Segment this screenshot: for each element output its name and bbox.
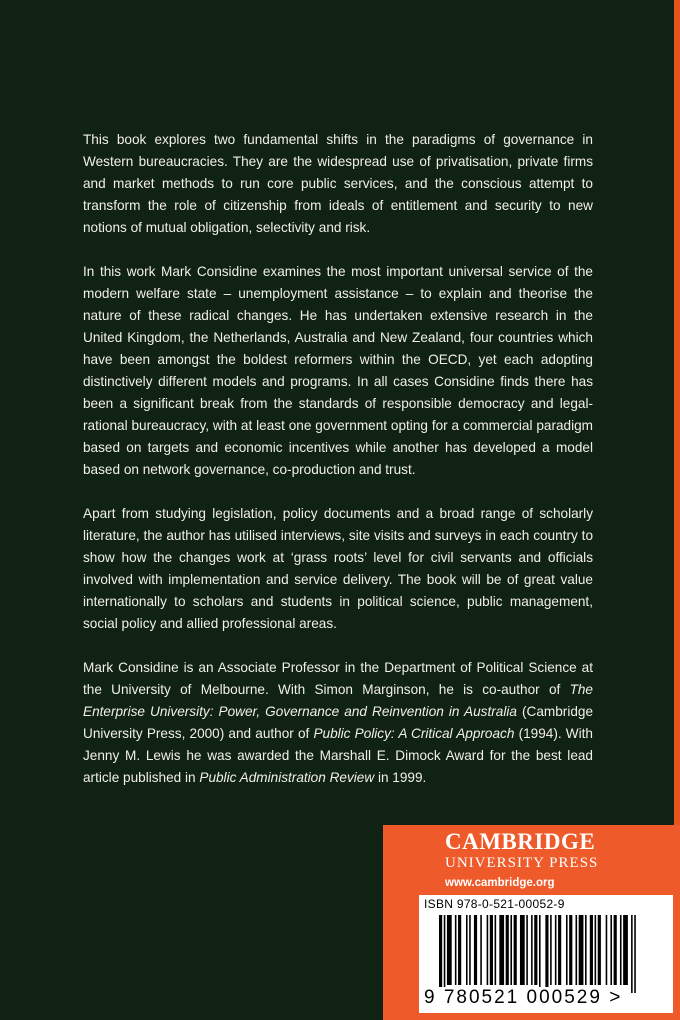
- isbn-label: ISBN 978-0-521-00052-9: [424, 897, 565, 911]
- bio-book2-title: Public Policy: A Critical Approach: [313, 726, 515, 741]
- barcode-digits: 9 780521 000529 >: [424, 987, 623, 1008]
- barcode-bar: [631, 915, 633, 993]
- barcode-bar: [447, 915, 452, 985]
- barcode-bar: [506, 915, 509, 985]
- barcode-bar: [606, 915, 608, 985]
- description-paragraph-3: Apart from studying legislation, policy documents and a broad range of scholarly literature, the author has utilised interviews, site visits and surveys in each country to show how the changes work at ‘grass roots’ level for civil servants and officials involved with implementation and service delivery. The book will be of great value internationally to scholars and students in political science, public management, social policy and allied professional areas.: [83, 506, 593, 631]
- barcode-bar: [614, 915, 617, 985]
- barcode-bar: [534, 915, 537, 985]
- barcode-bar: [455, 915, 457, 985]
- barcode-bar: [487, 915, 489, 985]
- publisher-url[interactable]: www.cambridge.org: [445, 877, 555, 889]
- publisher-name: CAMBRIDGE: [445, 829, 596, 854]
- barcode-bar: [634, 915, 636, 993]
- barcode-bar: [576, 915, 578, 985]
- barcode-bar: [585, 915, 587, 985]
- barcode-bar: [466, 915, 468, 985]
- barcode-bars: [439, 915, 639, 993]
- bio-book2-year: (1994). With Jenny M. Lewis he was awarded the Marshall E. Dimock Award for the best lead article published in: [83, 726, 593, 785]
- barcode-bar: [439, 915, 442, 993]
- barcode-bar: [555, 915, 557, 985]
- barcode-bar: [566, 915, 568, 985]
- barcode-bar: [545, 915, 548, 993]
- bio-book1-publisher: (Cambridge University Press, 2000) and author of: [83, 704, 594, 741]
- publisher-subtitle: UNIVERSITY PRESS: [445, 855, 599, 871]
- barcode-bar: [474, 915, 477, 985]
- barcode-bar: [514, 915, 517, 985]
- barcode-card: [419, 895, 673, 1013]
- bio-book1-title: The Enterprise University: Power, Governance and Reinvention in Australia: [83, 682, 593, 719]
- back-cover-text: [83, 129, 593, 811]
- barcode-bar: [510, 915, 512, 985]
- barcode-bar: [579, 915, 584, 985]
- barcode-bar: [610, 915, 612, 985]
- barcode-bar: [590, 915, 593, 985]
- barcode-bar: [490, 915, 493, 985]
- description-paragraph-2: In this work Mark Considine examines the most important universal service of the modern welfare state – unemployment assistance – to explain and theorise the nature of these radical changes. He has undertaken extensive research in the United Kingdom, the Netherlands, Australia and New Zealand, four countries which have been amongst the boldest reformers within the OECD, yet each adopting distinctively different models and programs. In all cases Considine finds there has been a significant break from the standards of responsible democracy and legal-rational bureaucracy, with at least one government opting for a commercial paradigm based on targets and economic incentives while another has developed a model based on network governance, co-production and trust.: [83, 264, 593, 477]
- barcode-bar: [480, 915, 482, 985]
- publisher-box: [383, 825, 680, 1020]
- barcode-bar: [499, 915, 504, 985]
- barcode-bar: [495, 915, 497, 985]
- barcode-bar: [520, 915, 525, 985]
- barcode-bar: [595, 915, 597, 985]
- bio-intro: Mark Considine is an Associate Professor in the Department of Political Science at the University of Melbourne. With Simon Marginson, he is co-author of: [83, 660, 593, 697]
- barcode-bar: [550, 915, 552, 985]
- description-paragraph-1: This book explores two fundamental shifts in the paradigms of governance in Western bureaucracies. They are the widespread use of privatisation, private firms and market methods to run core public services, and the conscious attempt to transform the role of citizenship from ideals of entitlement and security to new notions of mutual obligation, selectivity and risk.: [83, 132, 593, 235]
- author-bio: [83, 657, 593, 789]
- barcode-bar: [531, 915, 533, 985]
- barcode-bar: [558, 915, 561, 985]
- barcode-bar: [623, 915, 628, 985]
- barcode-bar: [469, 915, 471, 985]
- barcode-bar: [526, 915, 528, 985]
- barcode-bar: [444, 915, 446, 993]
- bio-journal-title: Public Administration Review: [199, 770, 375, 785]
- barcode-bar: [569, 915, 572, 985]
- barcode-bar: [458, 915, 461, 985]
- barcode-bar: [539, 915, 541, 993]
- bio-year-end: in 1999.: [377, 770, 427, 785]
- barcode-bar: [620, 915, 622, 985]
- barcode-bar: [598, 915, 601, 985]
